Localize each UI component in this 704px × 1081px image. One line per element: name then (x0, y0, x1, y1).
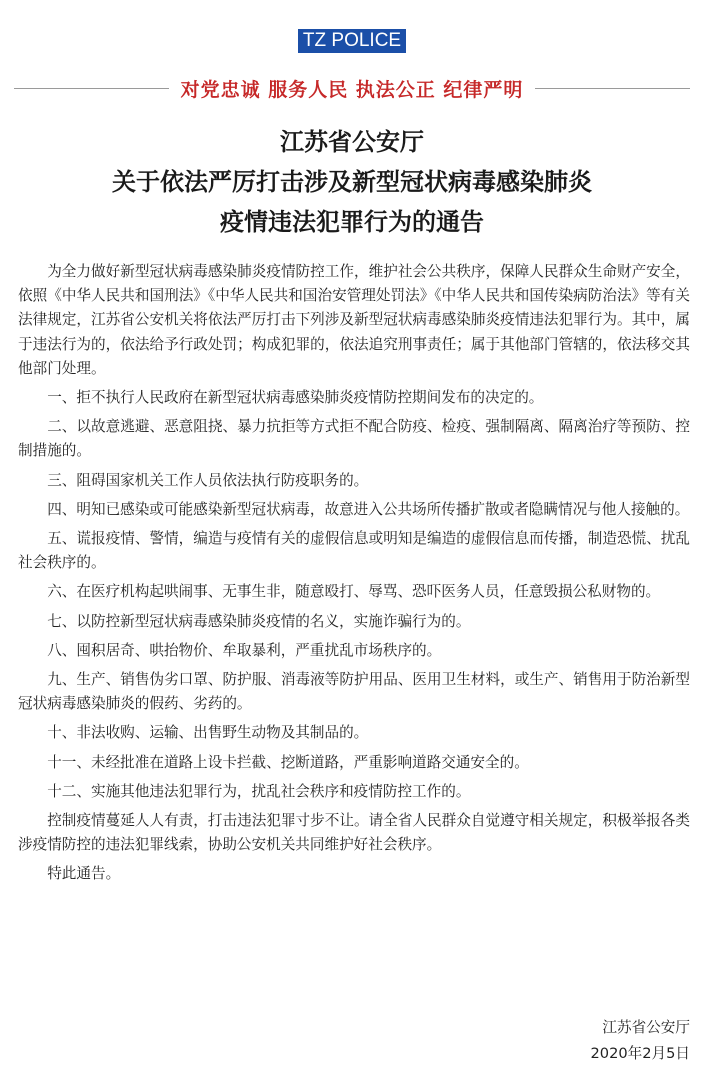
motto-banner (14, 74, 690, 102)
paragraph-item-1: 一、拒不执行人民政府在新型冠状病毒感染肺炎疫情防控期间发布的决定的。 (47, 389, 544, 407)
tz-police-logo: TZ POLICE (298, 29, 406, 53)
signature-issuer: 江苏省公安厅 (602, 1019, 690, 1036)
motto-right-rule (535, 88, 690, 89)
notice-body (18, 260, 690, 892)
paragraph-item-4: 四、明知已感染或可能感染新型冠状病毒，故意进入公共场所传播扩散或者隐瞒情况与他人接触的。 (47, 500, 690, 518)
paragraph-item-6: 六、在医疗机构起哄闹事、无事生非，随意殴打、辱骂、恐吓医务人员，任意毁损公私财物的。 (47, 583, 661, 601)
paragraph-item-7: 七、以防控新型冠状病毒感染肺炎疫情的名义，实施诈骗行为的。 (47, 612, 471, 630)
paragraph-intro: 为全力做好新型冠状病毒感染肺炎疫情防控工作，维护社会公共秩序，保障人民群众生命财产安全，依照《中华人民共和国刑法》《中华人民共和国治安管理处罚法》《中华人民共和国传染病防治法》等有关法律规定，江苏省公安机关将依法严厉打击下列涉及新型冠状病毒感染肺炎疫情违法犯罪行为。其中，属于违法行为的，依法给予行政处罚；构成犯罪的，依法追究刑事责任；属于其他部门管辖的，依法移交其他部门处理。 (18, 263, 690, 377)
title-line-sub: 疫情违法犯罪行为的通告 (220, 207, 484, 236)
paragraph-item-9: 九、生产、销售伪劣口罩、防护服、消毒液等防护用品、医用卫生材料，或生产、销售用于防治新型冠状病毒感染肺炎的假药、劣药的。 (18, 671, 690, 713)
signature-block (591, 1015, 691, 1067)
title-line-main: 关于依法严厉打击涉及新型冠状病毒感染肺炎 (112, 167, 592, 196)
paragraph-item-8: 八、囤积居奇、哄抬物价、牟取暴利，严重扰乱市场秩序的。 (47, 641, 442, 659)
motto-text: 对党忠诚 服务人民 执法公正 纪律严明 (180, 78, 524, 101)
paragraph-item-11: 十一、未经批准在道路上设卡拦截、挖断道路，严重影响道路交通安全的。 (47, 753, 529, 771)
paragraph-closing: 控制疫情蔓延人人有责，打击违法犯罪寸步不让。请全省人民群众自觉遵守相关规定，积极举报各类涉疫情防控的违法犯罪线索，协助公安机关共同维护好社会秩序。 (18, 812, 690, 854)
paragraph-item-3: 三、阻碍国家机关工作人员依法执行防疫职务的。 (47, 471, 369, 489)
notice-title (0, 122, 704, 242)
paragraph-item-12: 十二、实施其他违法犯罪行为，扰乱社会秩序和疫情防控工作的。 (47, 782, 471, 800)
paragraph-item-10: 十、非法收购、运输、出售野生动物及其制品的。 (47, 724, 369, 742)
logo-row (0, 29, 704, 53)
title-line-issuer: 江苏省公安厅 (280, 127, 424, 156)
paragraph-sign-off: 特此通告。 (47, 865, 121, 883)
signature-date: 2020年2月5日 (590, 1045, 690, 1062)
paragraph-item-5: 五、谎报疫情、警情，编造与疫情有关的虚假信息或明知是编造的虚假信息而传播，制造恐慌、扰乱社会秩序的。 (18, 530, 690, 572)
motto-left-rule (14, 88, 169, 89)
paragraph-item-2: 二、以故意逃避、恶意阻挠、暴力抗拒等方式拒不配合防疫、检疫、强制隔离、隔离治疗等预防、控制措施的。 (18, 418, 690, 460)
